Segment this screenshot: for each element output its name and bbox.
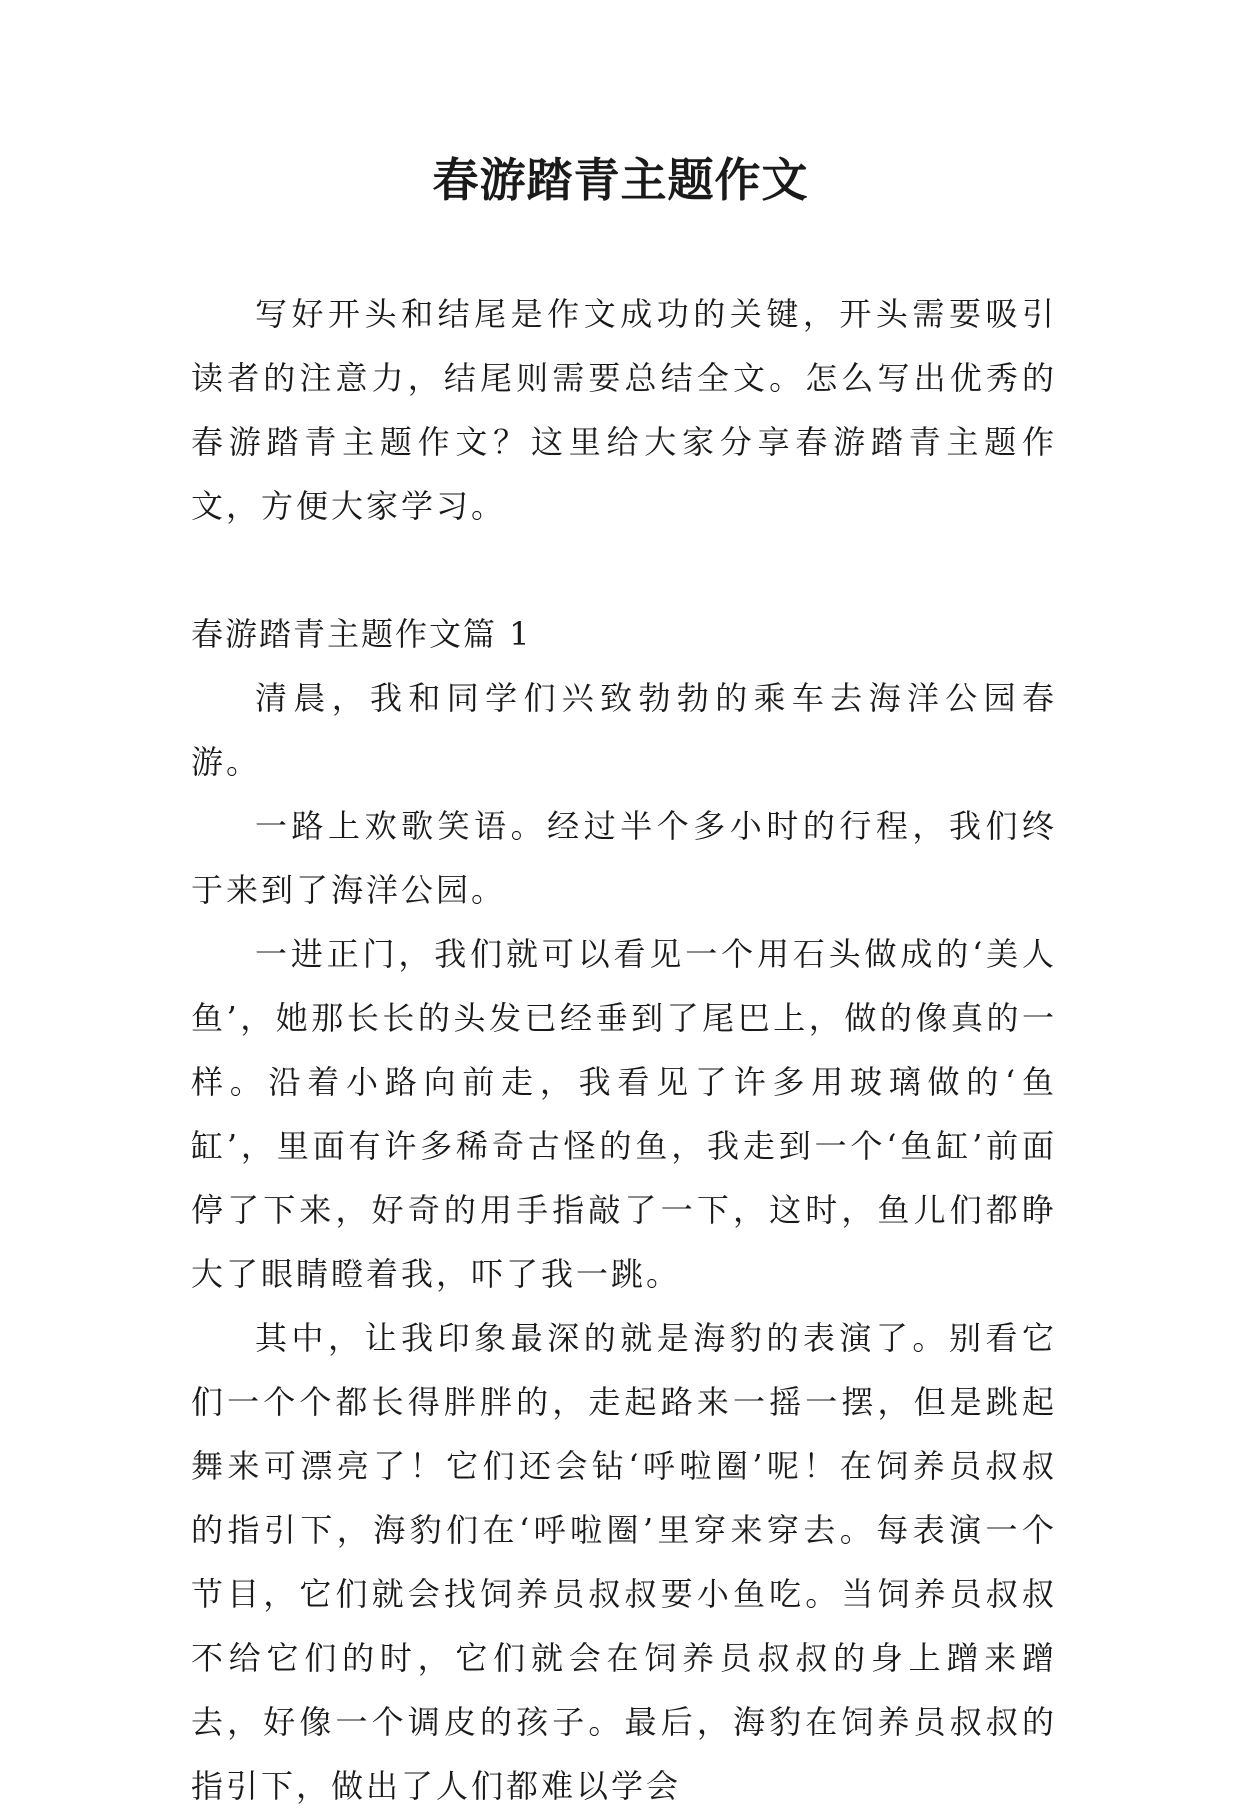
document-title: 春游踏青主题作文 bbox=[432, 153, 809, 207]
section-heading: 春游踏青主题作文篇 1 bbox=[191, 615, 532, 653]
document-body bbox=[191, 282, 1057, 1818]
intro-paragraph: 写好开头和结尾是作文成功的关键，开头需要吸引读者的注意力，结尾则需要总结全文。怎么写出优秀的春游踏青主题作文？这里给大家分享春游踏青主题作文，方便大家学习。 bbox=[191, 295, 1057, 525]
body-paragraph-4: 其中，让我印象最深的就是海豹的表演了。别看它们一个个都长得胖胖的，走起路来一摇一摆，但是跳起舞来可漂亮了！它们还会钻‘呼啦圈’呢！在饲养员叔叔的指引下，海豹们在‘呼啦圈’里穿来穿去。每表演一个节目，它们就会找饲养员叔叔要小鱼吃。当饲养员叔叔不给它们的时，它们就会在饲养员叔叔的身上蹭来蹭去，好像一个调皮的孩子。最后，海豹在饲养员叔叔的指引下，做出了人们都难以学会 bbox=[191, 1319, 1057, 1805]
body-paragraph-2: 一路上欢歌笑语。经过半个多小时的行程，我们终于来到了海洋公园。 bbox=[191, 807, 1057, 909]
body-paragraph-1: 清晨，我和同学们兴致勃勃的乘车去海洋公园春游。 bbox=[191, 679, 1057, 781]
body-paragraph-3: 一进正门，我们就可以看见一个用石头做成的‘美人鱼’，她那长长的头发已经垂到了尾巴上，做的像真的一样。沿着小路向前走，我看见了许多用玻璃做的‘鱼缸’，里面有许多稀奇古怪的鱼，我走到一个‘鱼缸’前面停了下来，好奇的用手指敲了一下，这时，鱼儿们都睁大了眼睛瞪着我，吓了我一跳。 bbox=[191, 935, 1057, 1293]
